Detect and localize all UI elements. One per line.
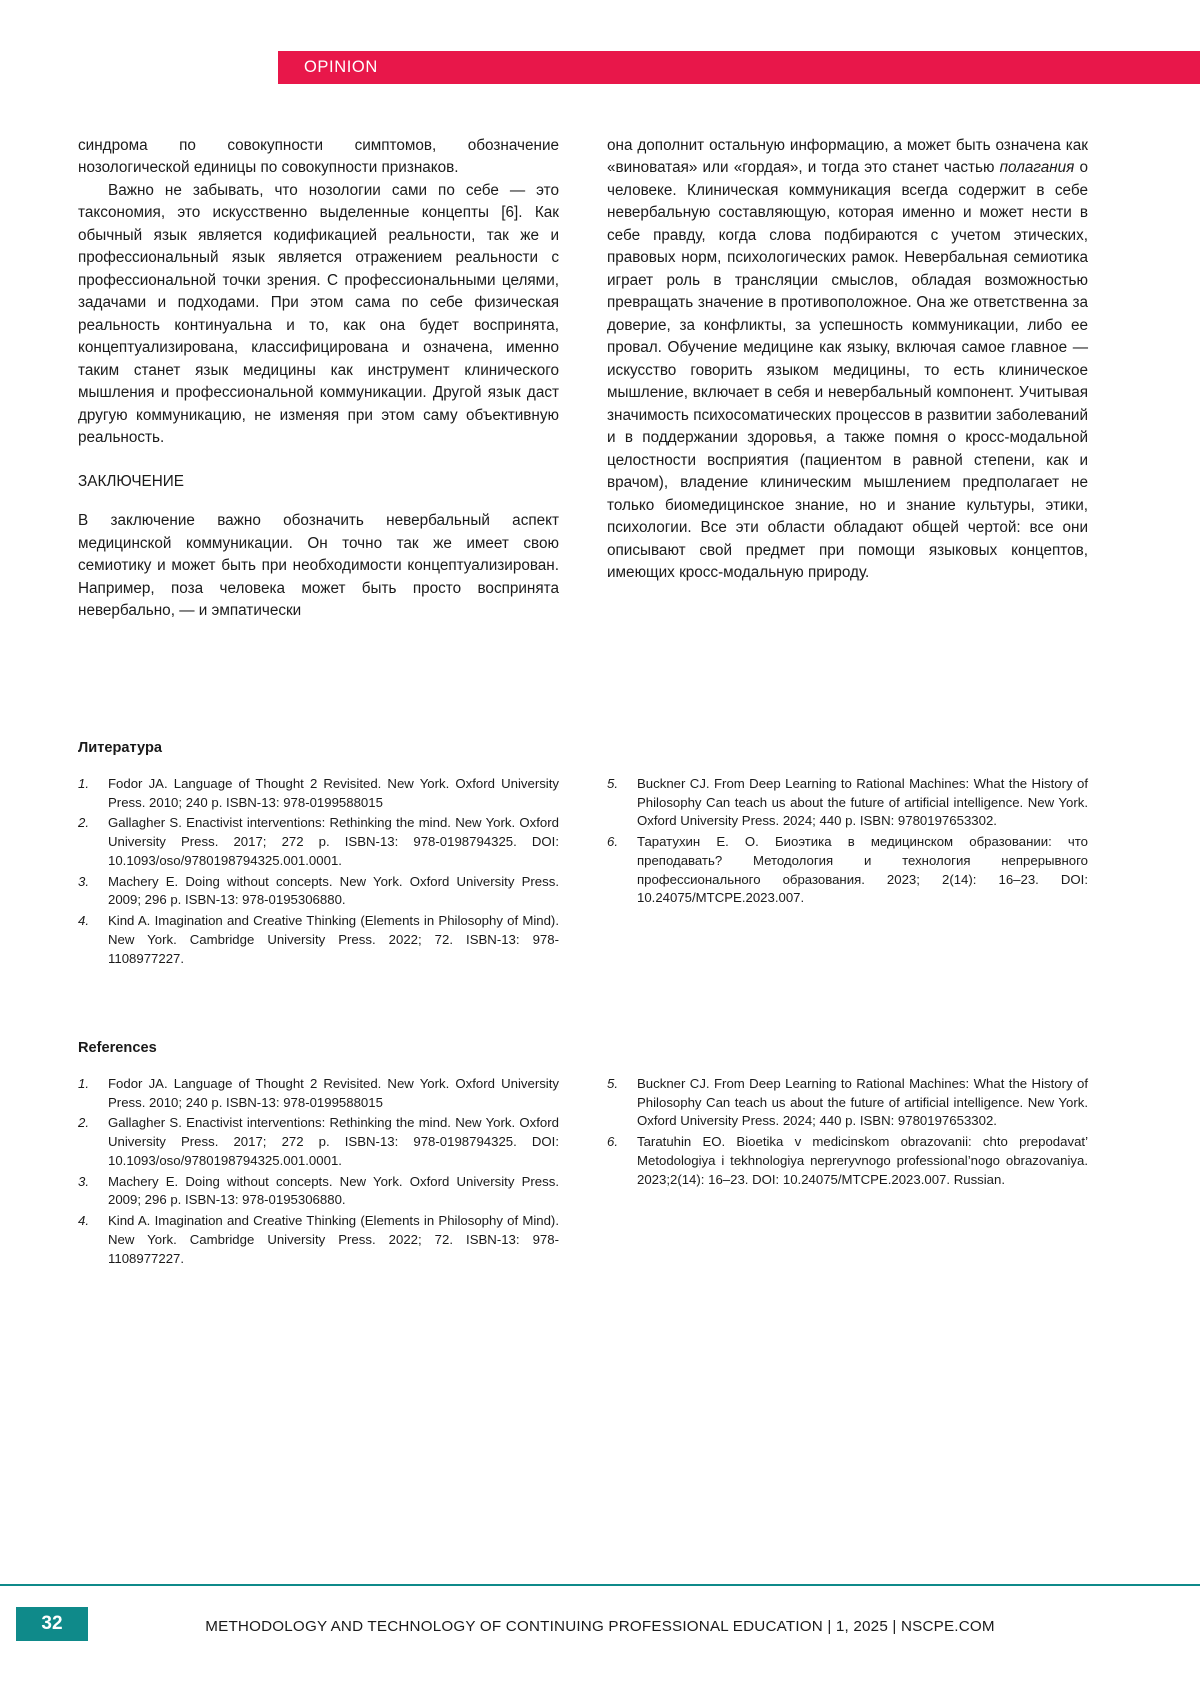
references-english-title: References	[78, 1040, 157, 1056]
list-item	[78, 912, 559, 968]
reference-number: 4.	[78, 913, 89, 929]
reference-text: Buckner CJ. From Deep Learning to Rational Machines: What the History of Philosophy Can teach us about the future of artificial intelligence. New York. Oxford University Press. 2024; 440 p. ISBN: 9780197653302.	[637, 776, 1088, 829]
reference-number: 1.	[78, 776, 89, 791]
list-item	[78, 1075, 559, 1112]
reference-text: Buckner CJ. From Deep Learning to Rational Machines: What the History of Philosophy Can teach us about the future of artificial intelligence. New York. Oxford University Press. 2024; 440 p. ISBN: 9780197653302.	[637, 1076, 1088, 1129]
references-english	[78, 1040, 1088, 1270]
list-item	[78, 775, 559, 812]
reference-number: 2.	[78, 1115, 89, 1131]
references-russian-title: Литература	[78, 740, 162, 756]
paragraph-continued: синдрома по совокупности симптомов, обозначение нозологической единицы по совокупности признаков.	[78, 137, 559, 177]
paragraph-nosology: Важно не забывать, что нозологии сами по себе — это таксономия, это искусственно выделенные концепты [6]. Как обычный язык является кодификацией реальности, так же и профессиональный язык является отражением реальности с профессиональной точки зрения. С профессиональными целями, задачами и подходами. При этом сама по себе физическая реальность континуальна и то, как она будет воспринята, концептуализирована, классифицирована и означена, именно таким станет язык медицины как инструмент клинического мышления и профессиональной коммуникации. Другой язык даст другую коммуникацию, не изменяя при этом саму объективную реальность.	[78, 181, 559, 447]
list-item	[607, 1133, 1088, 1189]
list-item	[78, 873, 559, 910]
paragraph-right-part2: о человеке. Клиническая коммуникация всегда содержит в себе невербальную составляющую, которая именно и может нести в себе правду, когда слова подбираются с учетом этических, правовых норм, психологических рамок. Невербальная семиотика играет роль в трансляции смыслов, обладая возможностью превращать значение в противоположное. Она же ответственна за доверие, за конфликты, за успешность коммуникации, либо ее провал. Обучение медицине как языку, включая самое главное — искусство говорить языком медицины, то есть клиническое мышление, включает в себя и невербальный компонент. Учитывая значимость психосоматических процессов в развитии заболеваний и в поддержании здоровья, а также помня о кросс-модальной целостности восприятия (пациентом в равной степени, как и врачом), владение клиническим мышлением предполагает не только биомедицинское знание, но и знание культуры, этики, психологии. Все эти области обладают общей чертой: все они описывают свой предмет при помощи языковых концептов, имеющих кросс-модальную природу.	[607, 159, 1088, 582]
reference-number: 4.	[78, 1213, 89, 1229]
reference-number: 2.	[78, 815, 89, 831]
list-item	[607, 833, 1088, 908]
references-english-left	[78, 1075, 559, 1270]
references-russian-columns	[78, 775, 1088, 970]
footer-divider	[0, 1584, 1200, 1586]
reference-number: 3.	[78, 873, 89, 889]
reference-number: 1.	[78, 1076, 89, 1091]
reference-text: Gallagher S. Enactivist interventions: Rethinking the mind. New York. Oxford University Press. 2017; 272 p. ISBN-13: 978-0198794325. DOI: 10.1093/oso/9780198794325.001.0001.	[108, 815, 559, 868]
reference-number: 6.	[607, 834, 618, 850]
list-item	[78, 1114, 559, 1170]
reference-text: Таратухин Е. О. Биоэтика в медицинском образовании: что преподавать? Методология и технология непрерывного профессионального образования. 2023; 2(14): 16–23. DOI: 10.24075/MTCPE.2023.007.	[637, 834, 1088, 906]
footer-journal-line: METHODOLOGY AND TECHNOLOGY OF CONTINUING PROFESSIONAL EDUCATION | 1, 2025 | NSCPE.COM	[205, 1618, 995, 1635]
references-russian-left	[78, 775, 559, 970]
reference-number: 3.	[78, 1173, 89, 1189]
reference-text: Machery E. Doing without concepts. New York. Oxford University Press. 2009; 296 p. ISBN-13: 978-0195306880.	[108, 1173, 559, 1208]
paragraph-conclusion: В заключение важно обозначить невербальный аспект медицинской коммуникации. Он точно так же имеет свою семиотику и может быть при необходимости концептуализирован. Например, поза человека может быть просто воспринята невербально, — и эмпатически	[78, 512, 559, 620]
body-column-right	[607, 135, 1088, 623]
list-item	[78, 1212, 559, 1268]
paragraph-right-italic: полагания	[999, 159, 1075, 177]
references-russian	[78, 740, 1088, 970]
reference-text: Kind A. Imagination and Creative Thinking (Elements in Philosophy of Mind). New York. Cambridge University Press. 2022; 72. ISBN-13: 978-1108977227.	[108, 913, 559, 966]
page-number-badge: 32	[16, 1607, 88, 1641]
paragraph-right-main	[607, 135, 1088, 585]
section-header-band	[278, 51, 1200, 84]
list-item	[78, 1173, 559, 1210]
section-header-label: OPINION	[304, 58, 378, 76]
paragraph-right-part1: она дополнит остальную информацию, а может быть означена как «виноватая» или «гордая», и тогда это станет частью	[607, 137, 1088, 177]
section-heading-conclusion: ЗАКЛЮЧЕНИЕ	[78, 472, 184, 490]
list-item	[607, 775, 1088, 831]
reference-text: Fodor JA. Language of Thought 2 Revisited. New York. Oxford University Press. 2010; 240 p. ISBN-13: 978-0199588015	[108, 776, 559, 810]
article-body	[78, 135, 1088, 623]
reference-number: 6.	[607, 1134, 618, 1150]
reference-number: 5.	[607, 1076, 618, 1091]
reference-text: Taratuhin EO. Bioetika v medicinskom obrazovanii: chto prepodavat’ Metodologiya i tekhnologiya nepreryvnogo professional’nogo obrazovaniya. 2023;2(14): 16–23. DOI: 10.24075/MTCPE.2023.007. Russian.	[637, 1134, 1088, 1187]
references-english-right	[607, 1075, 1088, 1270]
reference-text: Machery E. Doing without concepts. New York. Oxford University Press. 2009; 296 p. ISBN-13: 978-0195306880.	[108, 873, 559, 908]
list-item	[607, 1075, 1088, 1131]
reference-text: Fodor JA. Language of Thought 2 Revisited. New York. Oxford University Press. 2010; 240 p. ISBN-13: 978-0199588015	[108, 1076, 559, 1110]
references-english-columns	[78, 1075, 1088, 1270]
reference-text: Gallagher S. Enactivist interventions: Rethinking the mind. New York. Oxford University Press. 2017; 272 p. ISBN-13: 978-0198794325. DOI: 10.1093/oso/9780198794325.001.0001.	[108, 1115, 559, 1168]
references-russian-right	[607, 775, 1088, 970]
body-column-left	[78, 135, 559, 623]
reference-text: Kind A. Imagination and Creative Thinking (Elements in Philosophy of Mind). New York. Cambridge University Press. 2022; 72. ISBN-13: 978-1108977227.	[108, 1213, 559, 1266]
list-item	[78, 814, 559, 870]
reference-number: 5.	[607, 776, 618, 791]
